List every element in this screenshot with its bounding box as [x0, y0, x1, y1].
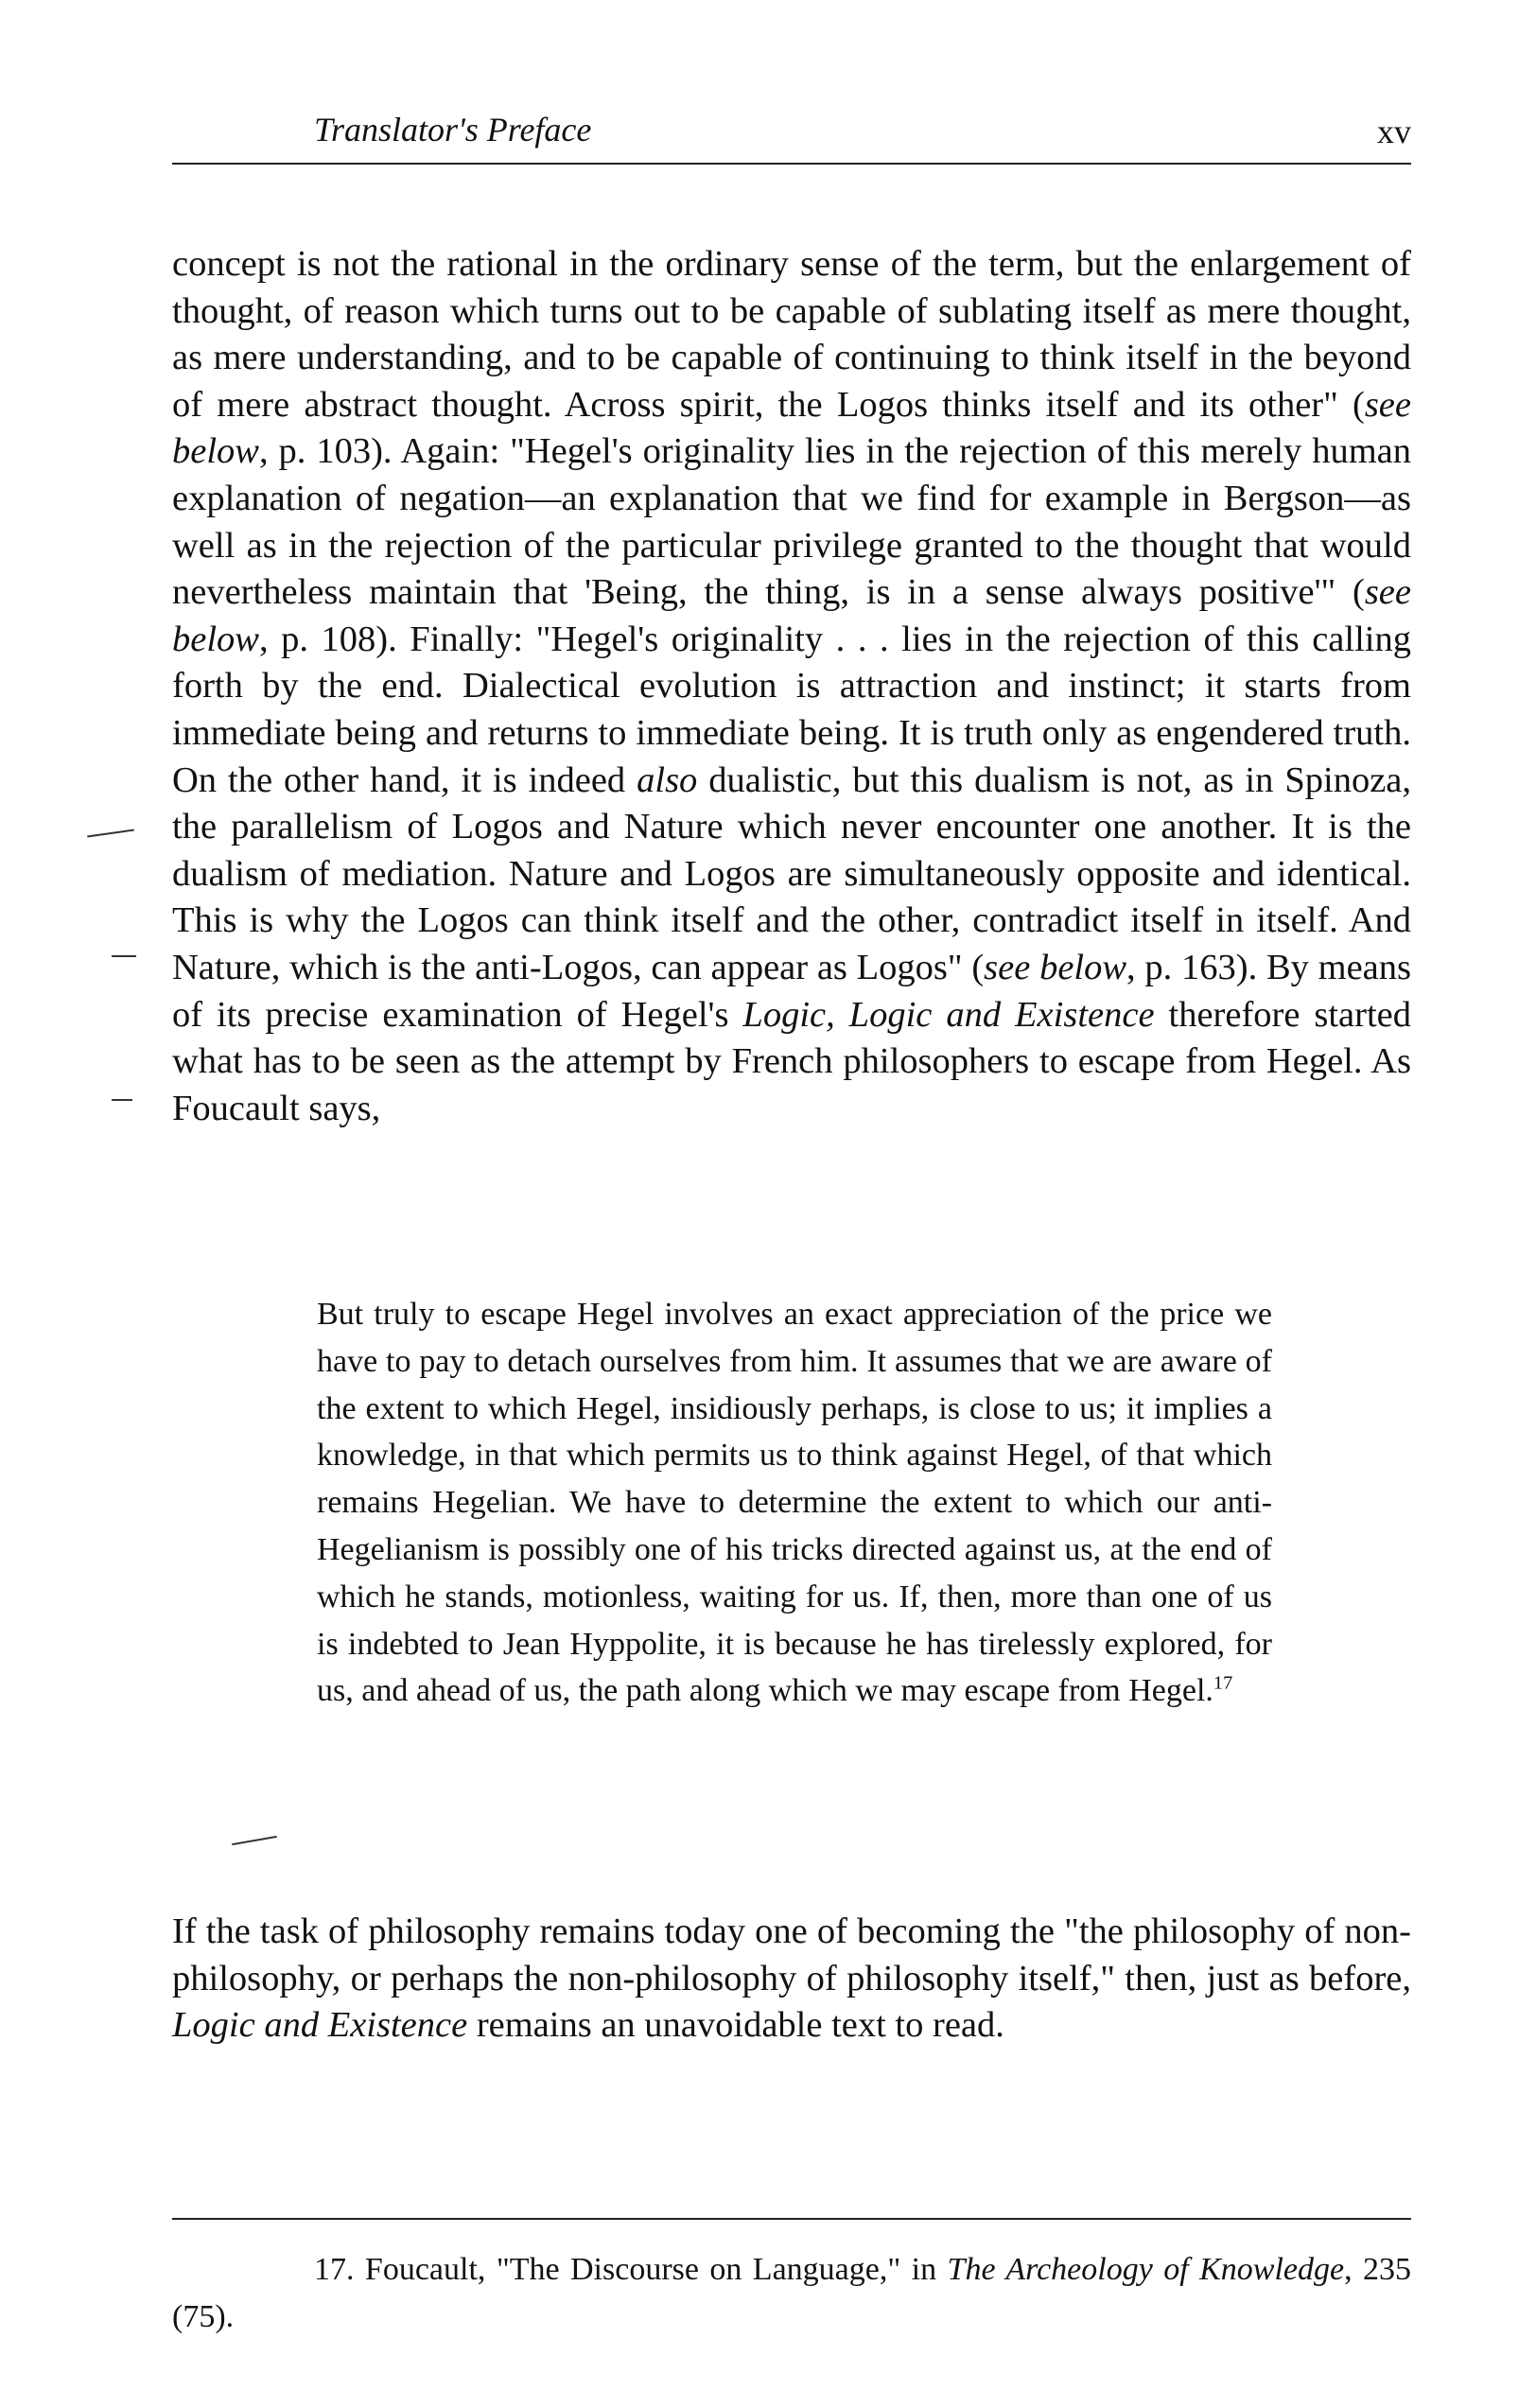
margin-mark	[112, 1099, 132, 1101]
footnote-rule	[172, 2218, 1411, 2220]
margin-mark	[112, 955, 136, 957]
title1-italic: Logic, Logic and Existence	[742, 994, 1155, 1035]
block-quote	[317, 1291, 1272, 1715]
main-text-part3: therefore started what has to be seen as the attempt by French philosophers to escape from Hegel. As Foucault says,	[172, 994, 1412, 1128]
footnote-tail: , 235 (75).	[172, 2252, 1412, 2334]
page-number: xv	[1377, 113, 1411, 150]
running-title: Translator's Preface	[314, 111, 592, 148]
main-text-part2: dualistic, but this dualism is not, as in Spinoza, the parallelism of Logos and Nature which never encounter one another. It is the dualism of mediation. Nature and Logos are simultaneously opposite and identical. This is why the Logos can think itself and the other, contradict itself in itself. And Nature, which is the anti-Logos, can appear as Logos" (	[172, 759, 1411, 987]
ref1-page: , p. 103). Again: "Hegel's originality lies in the rejection of this merely human explanation of negation—an explanation that we find for example in Bergson—as well as in the rejection of the particular privilege granted to the thought that would nevertheless maintain that 'Being, the thing, is in a sense always positive'" (	[172, 431, 1411, 613]
footnote-title-italic: The Archeology of Knowledge	[947, 2252, 1345, 2287]
ref2-page: , p. 108). Finally: "Hegel's originality . . . lies in the rejection of this calling forth by the end. Dialectical evolution is attraction and instinct; it starts from immediate being and returns to immediate being. It is truth only as engendered truth. On the other hand, it is indeed	[172, 619, 1411, 800]
also-italic: also	[637, 759, 698, 800]
ref1-italic: see below	[172, 384, 1411, 472]
quote-text: But truly to escape Hegel involves an exact appreciation of the price we have to pay to detach ourselves from him. It assumes that we are aware of the extent to which Hegel, insidiously perhaps, is close to us; it implies a knowledge, in that which permits us to think against Hegel, of that which remains Hegelian. We have to determine the extent to which our anti-Hegelianism is possibly one of his tricks directed against us, at the end of which he stands, motionless, waiting for us. If, then, more than one of us is indebted to Jean Hyppolite, it is because he has tirelessly explored, for us, and ahead of us, the path along which we may escape from Hegel.	[317, 1297, 1272, 1709]
ref3-italic: see below	[984, 947, 1127, 987]
closing-paragraph	[172, 1909, 1411, 2050]
running-head	[172, 102, 1411, 159]
margin-mark	[87, 829, 134, 838]
header-rule	[172, 163, 1411, 165]
footnote-reference: 17	[1213, 1673, 1233, 1695]
footnote	[172, 2246, 1411, 2341]
main-paragraph	[172, 241, 1411, 1132]
closing-title-italic: Logic and Existence	[172, 2005, 468, 2046]
ref2-italic: see below	[172, 572, 1411, 659]
margin-mark	[232, 1836, 277, 1845]
footnote-lead: 17. Foucault, "The Discourse on Language," in	[314, 2252, 948, 2287]
main-text-part1: concept is not the rational in the ordinary sense of the term, but the enlargement of thought, of reason which turns out to be capable of sublating itself as mere thought, as mere understanding, and to be capable of continuing to think itself in the beyond of mere abstract thought. Across spirit, the Logos thinks itself and its other" (	[172, 244, 1411, 425]
ref3-page: , p. 163). By means of its precise examination of Hegel's	[172, 947, 1412, 1035]
closing-text-part2: remains an unavoidable text to read.	[467, 2005, 1004, 2046]
closing-text-part1: If the task of philosophy remains today one of becoming the "the philosophy of non-philosophy, or perhaps the non-philosophy of philosophy itself," then, just as before,	[172, 1911, 1411, 1998]
